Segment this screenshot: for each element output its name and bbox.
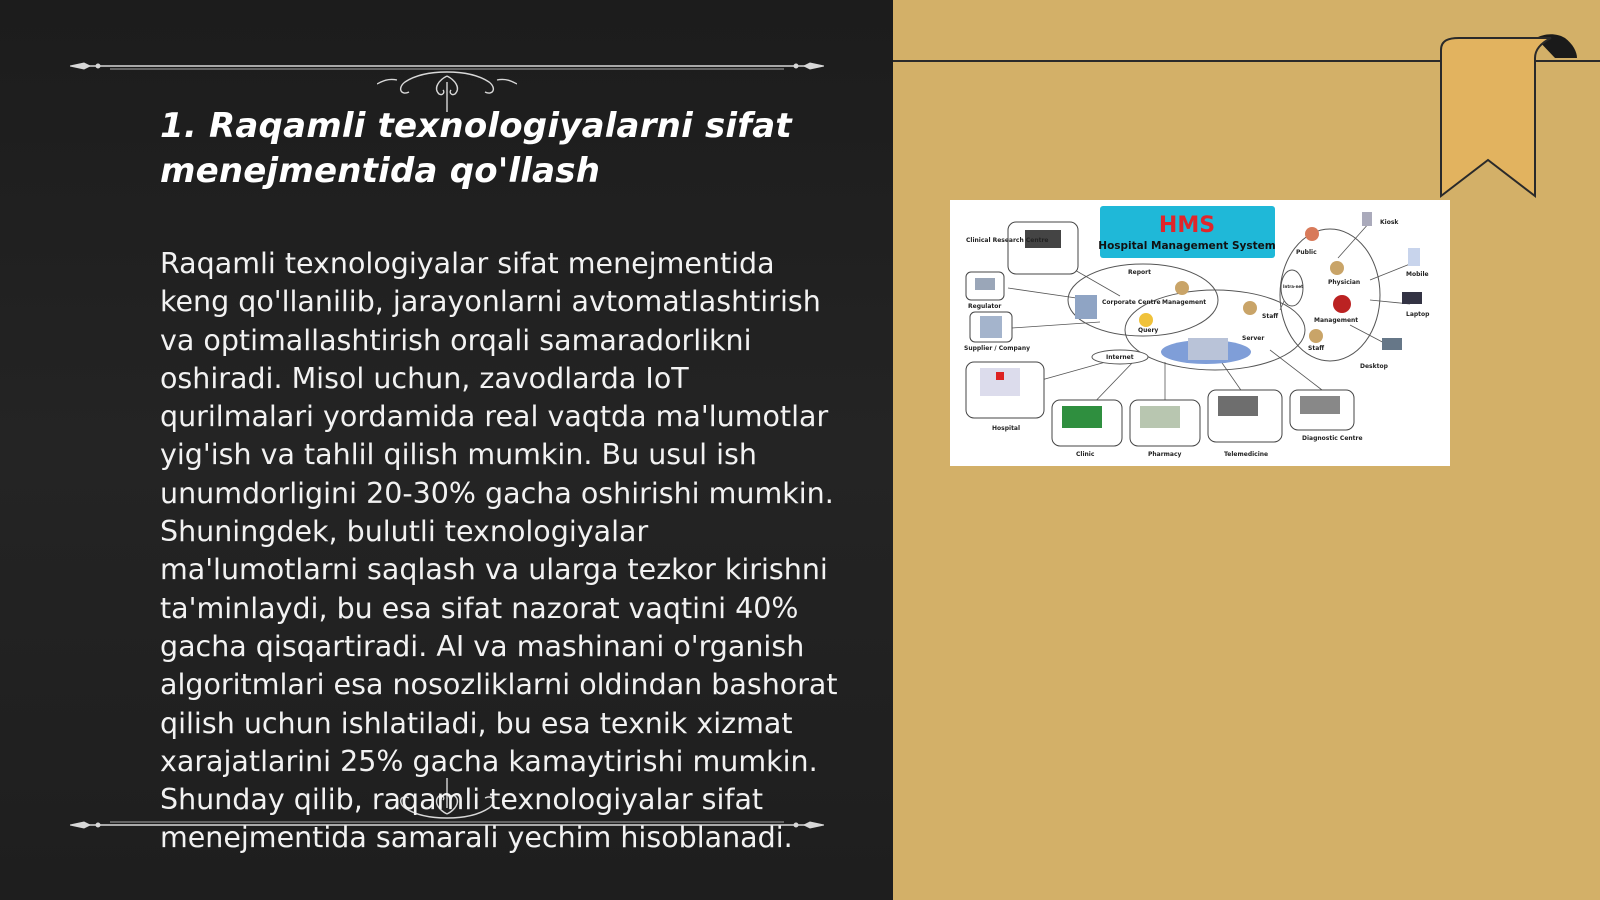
center-corporate: Corporate Centre <box>1102 299 1161 306</box>
center-internet: Internet <box>1106 354 1134 361</box>
hms-banner-subtitle: Hospital Management System <box>1098 240 1276 252</box>
node-clinical-research: Clinical Research Centre <box>966 237 1049 244</box>
node-pharmacy: Pharmacy <box>1148 451 1182 458</box>
node-staff-right: Staff <box>1308 345 1325 352</box>
node-laptop: Laptop <box>1406 311 1430 318</box>
node-physician: Physician <box>1328 279 1361 286</box>
center-intranet: Intra-net <box>1283 284 1304 289</box>
node-desktop: Desktop <box>1360 363 1388 370</box>
node-kiosk: Kiosk <box>1380 219 1399 226</box>
node-mobile: Mobile <box>1406 271 1429 278</box>
bookmark-ribbon-icon <box>1431 32 1591 202</box>
node-regulator: Regulator <box>968 303 1002 310</box>
hms-banner-title: HMS <box>1158 213 1216 238</box>
center-report: Report <box>1128 269 1151 276</box>
hms-diagram-image <box>950 200 1450 466</box>
node-diagnostic: Diagnostic Centre <box>1302 435 1363 442</box>
center-query: Query <box>1138 327 1159 334</box>
node-supplier: Supplier / Company <box>964 345 1030 352</box>
node-public: Public <box>1296 249 1317 256</box>
node-telemedicine: Telemedicine <box>1224 451 1269 458</box>
node-hospital: Hospital <box>992 425 1021 432</box>
node-management-right: Management <box>1314 317 1359 324</box>
slide-title: 1. Raqamli texnologiyalarni sifat menejmentida qo'llash <box>160 106 792 191</box>
center-management: Management <box>1162 299 1207 306</box>
center-staff: Staff <box>1262 313 1279 320</box>
hms-diagram-svg <box>950 200 1450 466</box>
slide-body-text: Raqamli texnologiyalar sifat menejmentida keng qo'llanilib, jarayonlarni avtomatlashtirish va optimallashtirish orqali samaradorlikni oshiradi. Misol uchun, zavodlarda IoT qurilmalari yordamida real vaqtda ma'lumotlar yig'ish va tahlil qilish mumkin. Bu usul ish unumdorligini 20-30% gacha oshirishi mumkin. Shuningdek, bulutli texnologiyalar ma'lumotlarni saqlash va ularga tezkor kirishni ta'minlaydi, bu esa sifat nazorat vaqtini 40% gacha qisqartiradi. AI va mashinani o'rganish algoritmlari esa nosozliklarni oldindan bashorat qilish uchun ishlatiladi, bu esa texnik xizmat xarajatlarini 25% gacha kamaytirishi mumkin. Shunday qilib, raqamli texnologiyalar sifat menejmentida samarali yechim hisoblanadi. <box>160 247 838 855</box>
center-server: Server <box>1242 335 1265 342</box>
node-clinic: Clinic <box>1076 451 1095 458</box>
